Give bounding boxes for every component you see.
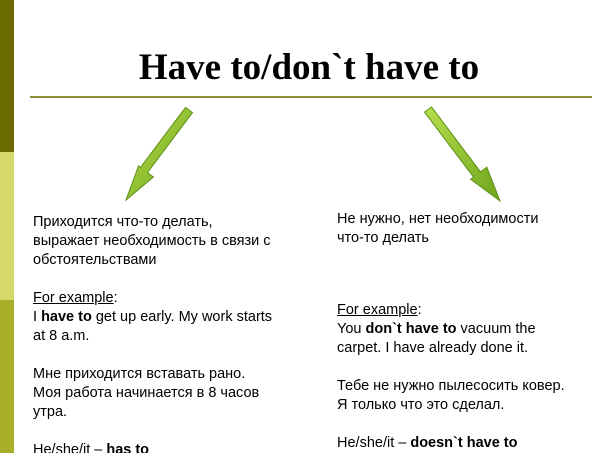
meaning-line: Не нужно, нет необходимости — [337, 211, 539, 227]
example-sentence: You don`t have to vacuum the — [337, 321, 536, 337]
third-person-form: He/she/it – doesn`t have to — [337, 435, 518, 451]
translation-line: Моя работа начинается в 8 часов — [33, 385, 260, 401]
highlight-form: have to — [41, 309, 92, 325]
meaning-line: обстоятельствами — [33, 252, 157, 268]
meaning-line: Приходится что-то делать, — [33, 214, 213, 230]
dont-have-to-column — [337, 210, 565, 453]
meaning-line: выражает необходимость в связи с — [33, 233, 271, 249]
translation-line: Я только что это сделал. — [337, 397, 505, 413]
example-sentence: carpet. I have already done it. — [337, 340, 529, 356]
example-sentence: I have to get up early. My work starts — [33, 309, 273, 325]
translation-line: утра. — [33, 404, 68, 420]
translation-line: Мне приходится вставать рано. — [33, 366, 246, 382]
have-to-column — [33, 213, 272, 453]
sidebar-decoration — [0, 0, 14, 453]
example-label: For example: — [33, 290, 118, 306]
slide-title: Have to/don`t have to — [138, 47, 480, 88]
example-sentence: at 8 a.m. — [33, 328, 90, 344]
highlight-form: don`t have to — [365, 321, 457, 337]
title-underline — [30, 96, 592, 98]
example-label: For example: — [337, 302, 422, 318]
meaning-line: что-то делать — [337, 230, 429, 246]
translation-line: Тебе не нужно пылесосить ковер. — [337, 378, 565, 394]
sidebar-segment-mid — [0, 300, 14, 453]
third-person-form: He/she/it – has to — [33, 442, 150, 453]
sidebar-segment-dark — [0, 0, 14, 152]
arrow-right-down-icon — [425, 107, 501, 201]
arrow-left-down-icon — [126, 107, 193, 200]
sidebar-segment-light — [0, 152, 14, 300]
